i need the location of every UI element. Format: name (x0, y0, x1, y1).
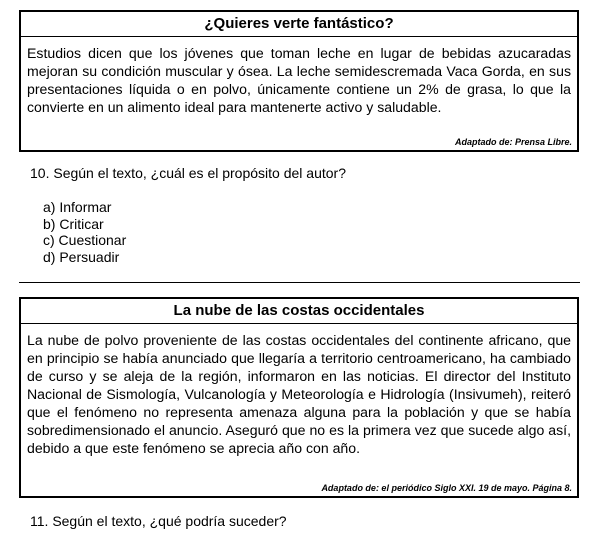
passage-2-body: La nube de polvo proveniente de las costas occidentales del continente africano, que en principio se había anunciado que llegaría a territorio centroamericano, ha cambiado de curso y se aleja de la región, informaron en las noticias. El director del Instituto Nacional de Sismología, Vulcanología y Meteorología e Hidrología (Insivumeh), reiteró que el fenómeno no representa amenaza alguna para la población y que se había sobredimensionado el anuncio. Aseguró que no es la primera vez que sucede algo así, debido a que este fenómeno se aprecia año con año. (27, 332, 571, 456)
question-10: 10. Según el texto, ¿cuál es el propósito del autor? (30, 165, 346, 181)
passage-1-source: Adaptado de: Prensa Libre. (454, 137, 572, 147)
passage-1-box (19, 10, 579, 152)
option-a[interactable]: a) Informar (43, 199, 112, 215)
passage-2-box (19, 297, 579, 498)
question-10-options (43, 199, 126, 265)
question-11: 11. Según el texto, ¿qué podría suceder? (30, 513, 287, 529)
option-b[interactable]: b) Criticar (43, 215, 104, 232)
passage-1-title: ¿Quieres verte fantástico? (21, 12, 577, 37)
section-divider (19, 282, 580, 283)
passage-2-source: Adaptado de: el periódico Siglo XXI. 19 de mayo. Página 8. (321, 483, 572, 493)
passage-2-title: La nube de las costas occidentales (21, 299, 577, 324)
option-d[interactable]: d) Persuadir (43, 248, 120, 265)
option-c[interactable]: c) Cuestionar (43, 232, 127, 248)
passage-1-body: Estudios dicen que los jóvenes que toman leche en lugar de bebidas azucaradas mejoran su condición muscular y ósea. La leche semidescremada Vaca Gorda, en sus presentaciones líquida o en polvo, únicamente contiene un 2% de grasa, lo que la convierte en un alimento ideal para mantenerte activo y saludable. (27, 45, 571, 115)
